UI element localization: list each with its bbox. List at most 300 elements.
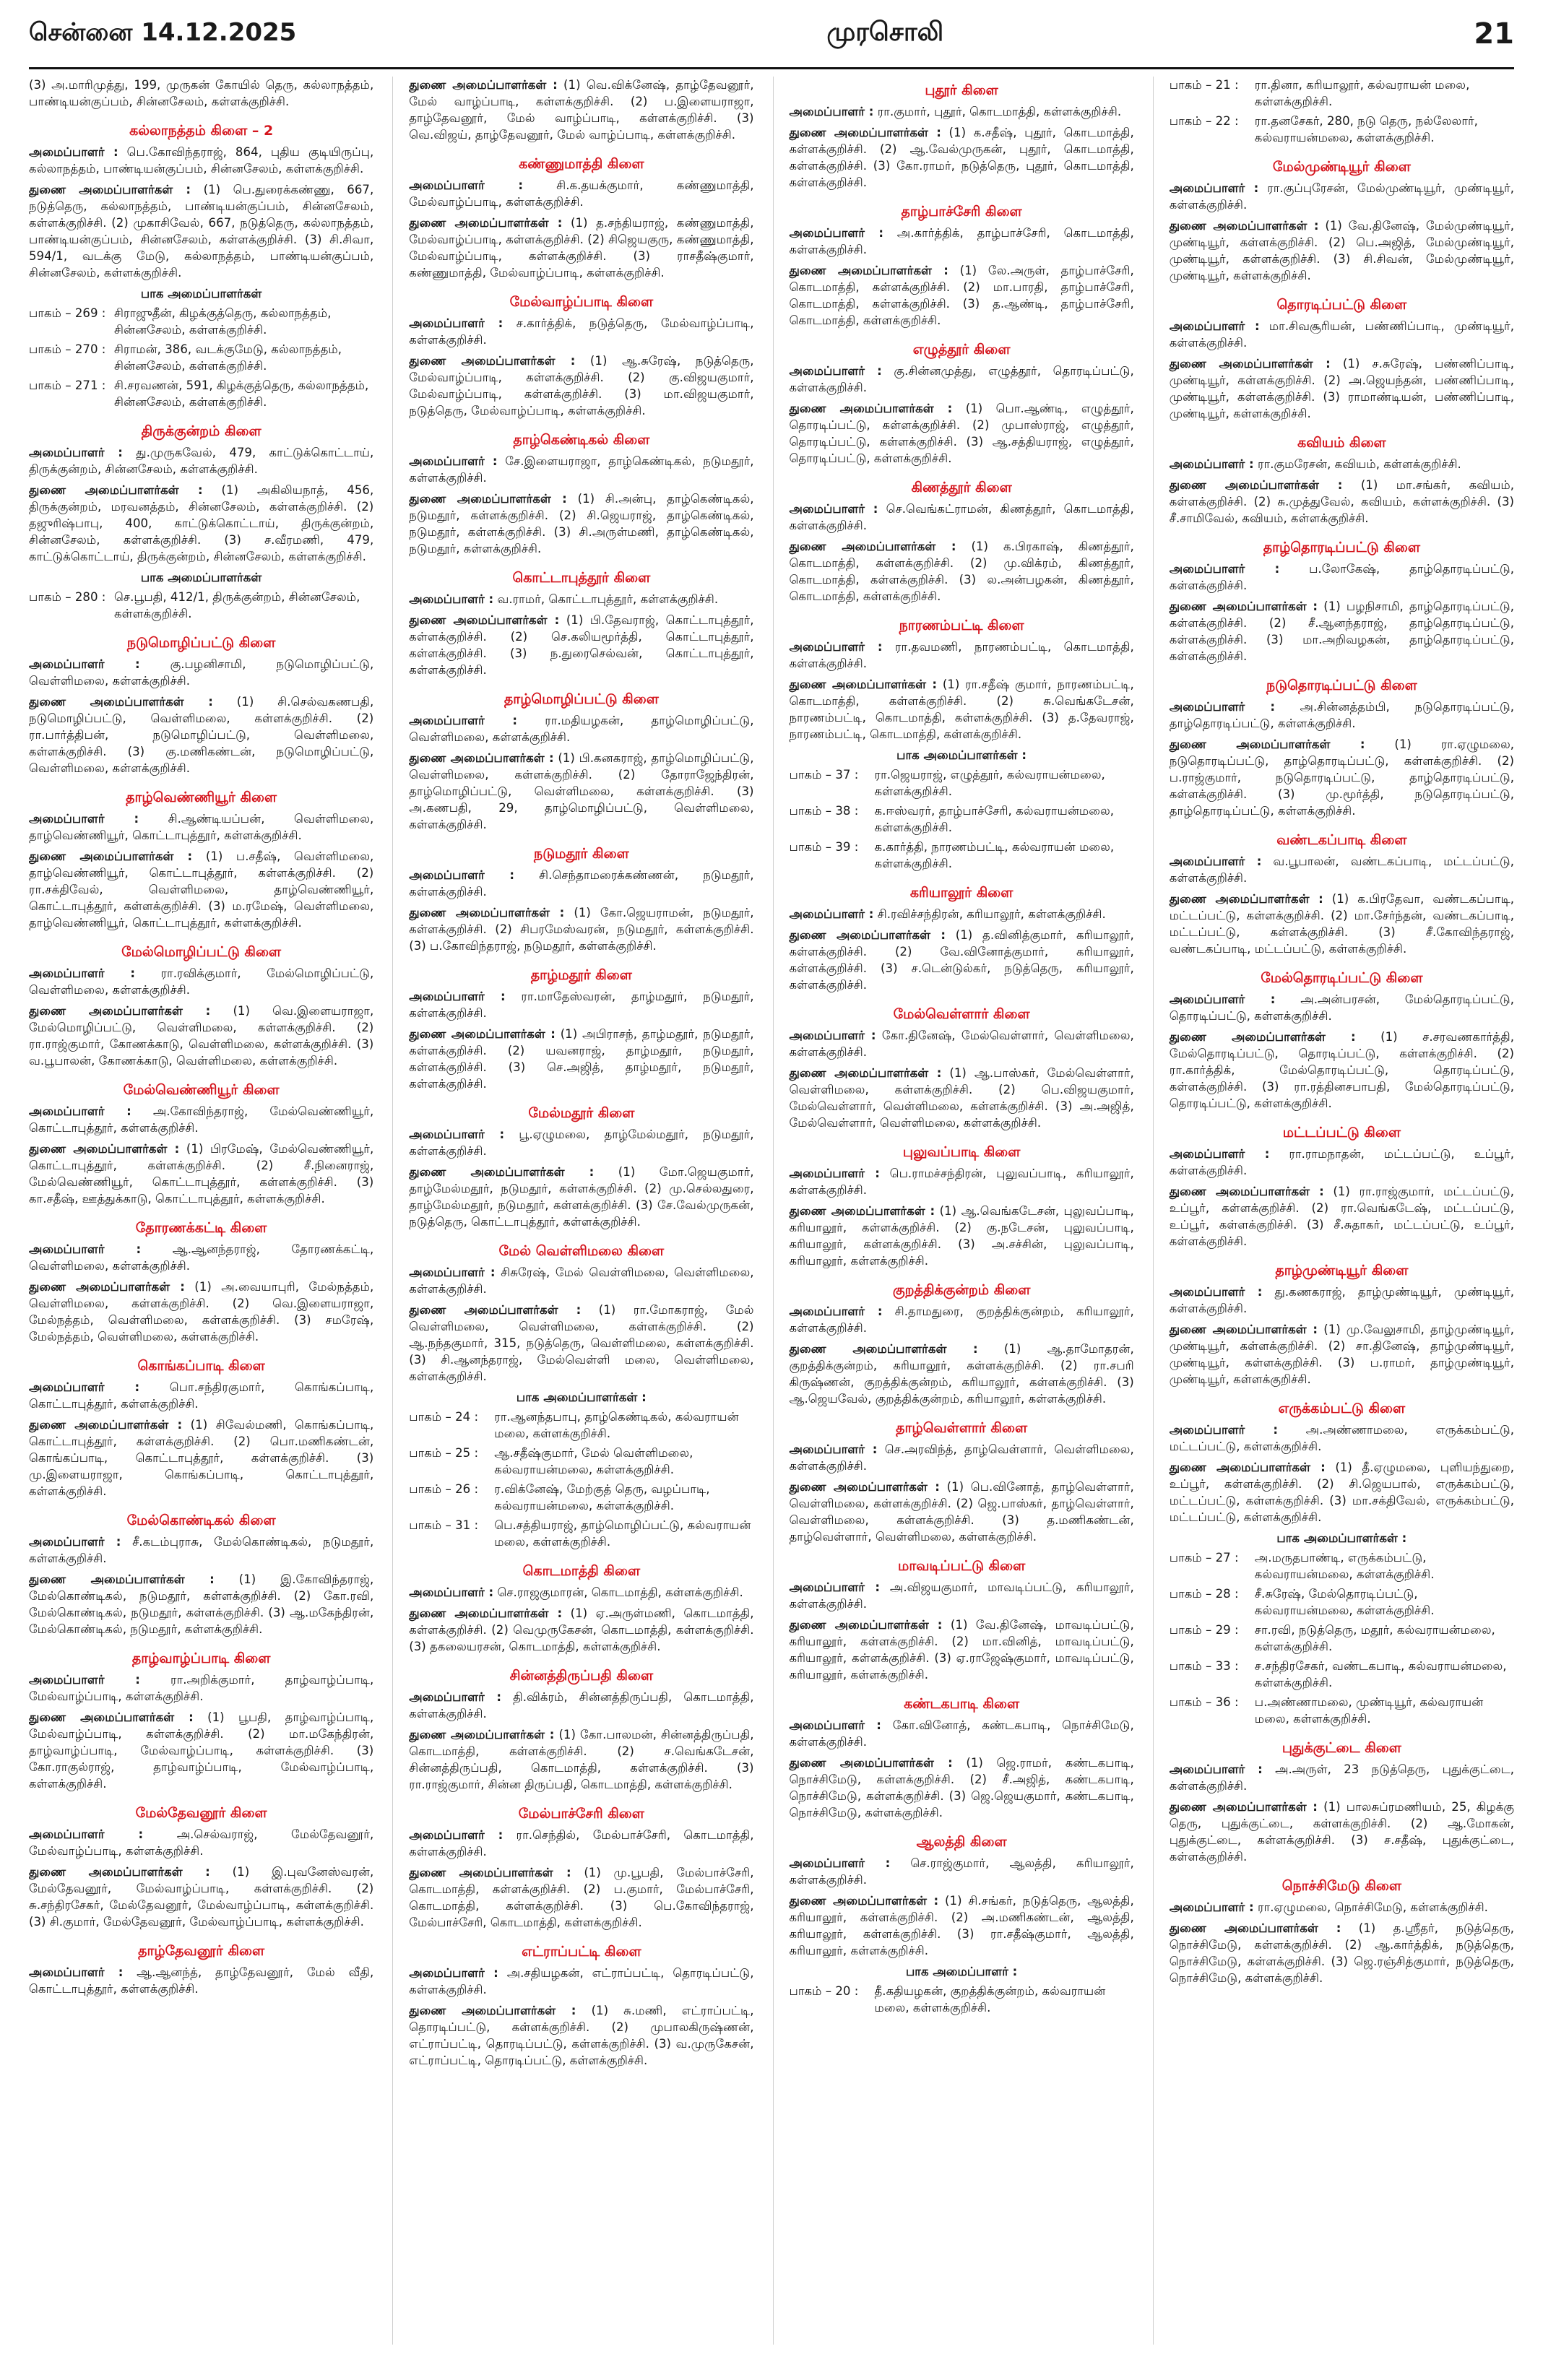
member-names: து.முருகவேல், 479, காட்டுக்கொட்டாய், திருக்குன்றம், சின்னசேலம், கள்ளக்குறிச்சி. [29,446,374,476]
branch-title: நாரணம்பட்டி கிளை [899,618,1024,633]
member-names: (1) த.ஸ்ரீதர், நடுத்தெரு, நொச்சிமேடு, கள்ளக்குறிச்சி. (2) ஆ.கார்த்திக், நடுத்தெரு, நொச்சிமேடு, கள்ளக்குறிச்சி. (3) ஜெ.ரஞ்சித்குமார், நடுத்தெரு, நொச்சிமேடு, கள்ளக்குறிச்சி. [1169,1921,1514,1985]
branch-section [29,120,373,410]
member-names: ரா.குமரேசன், கவியம், கள்ளக்குறிச்சி. [1257,457,1461,471]
branch-section [29,420,373,622]
member-names: அ.அன்பரசன், மேல்தொரடிப்பட்டு, தொரடிப்பட்டு, கள்ளக்குறிச்சி. [1169,992,1514,1023]
booth-organiser: சீ.சுரேஷ், மேல்தொரடிப்பட்டு, கல்வராயன்மலை, கள்ளக்குறிச்சி. [1254,1587,1435,1617]
role-label: துணை அமைப்பாளர்கள் : [1169,357,1331,371]
member-names: கு.சின்னமுத்து, எழுத்தூர், தொரடிப்பட்டு, கள்ளக்குறிச்சி. [789,364,1134,394]
branch-section [29,1510,373,1637]
member-entry [790,1065,1134,1131]
branch-title: மேல்முண்டியூர் கிளை [1272,159,1411,175]
member-entry [409,1584,753,1601]
member-entry [1170,1761,1514,1794]
member-entry [1170,1146,1514,1179]
booth-number: பாகம் – 38 : [789,804,859,818]
member-entry [409,215,753,281]
booth-number: பாகம் – 25 : [409,1446,479,1460]
role-label: அமைப்பாளர் : [409,1966,498,1980]
role-label: அமைப்பாளர் : [789,1029,876,1042]
role-label: துணை அமைப்பாளர்கள் : [789,402,953,415]
member-entry [29,656,373,689]
booth-organiser: தீ.கதியழகன், குறத்திக்குன்றம், கல்வராயன் மலை, கள்ளக்குறிச்சி. [874,1984,1106,2015]
role-label: துணை அமைப்பாளர்கள் : [29,1865,210,1879]
booth-organiser: ரா.ஜெயராஜ், எழுத்தூர், கல்வராயன்மலை, கள்ளக்குறிச்சி. [874,768,1105,798]
role-label: துணை அமைப்பாளர்கள் : [1169,600,1318,613]
member-entry [790,225,1134,258]
page-number: 21 [1474,17,1514,51]
member-entry [29,1241,373,1274]
member-names: மா.சிவசூரியன், பண்ணிப்பாடி, முண்டியூர், கள்ளக்குறிச்சி. [1169,319,1514,350]
booth-organiser: சிராமன், 386, வடக்குமேடு, கல்லாநத்தம், சின்னசேலம், கள்ளக்குறிச்சி. [114,342,342,373]
member-entry [409,1864,753,1931]
booth-number: பாகம் – 20 : [789,1984,859,1998]
member-names: பெ.கோவிந்தராஜ், 864, புதிய குடியிருப்பு, கல்லாநத்தம், பாண்டியன்குப்பம், சின்னசேலம், கள்ளக்குறிச்சி. [29,145,374,176]
member-names: சே.இளையராஜா, தாழ்கெண்டிகல், நடுமதூர், கள்ளக்குறிச்சி. [409,454,754,485]
booth-organiser: ச.சந்திரசேகர், வண்டகபாடி, கல்வராயன்மலை, கள்ளக்குறிச்சி. [1254,1659,1507,1689]
role-label: துணை அமைப்பாளர்கள் : [29,1710,194,1724]
role-label: துணை அமைப்பாளர்கள் : [1169,1185,1324,1198]
booth-row [29,377,373,410]
member-entry [1170,456,1514,472]
member-names: பூ.ஏழுமலை, தாழ்மேல்மதூர், நடுமதூர், கள்ளக்குறிச்சி. [409,1128,754,1158]
member-names: (1) ரா.ஏழுமலை, நடுதொரடிப்பட்டு, தாழ்தொரடிப்பட்டு, கள்ளக்குறிச்சி. (2) ப.ராஜ்குமார், நடுதொரடிப்பட்டு, தாழ்தொரடிப்பட்டு, கள்ளக்குறிச்சி. (3) மு.மூர்த்தி, நடுதொரடிப்பட்டு, தாழ்தொரடிப்பட்டு, கள்ளக்குறிச்சி. [1169,737,1514,818]
booth-row [1170,1658,1514,1691]
member-names: ரா.தவமணி, நாரணம்பட்டி, கொடமாத்தி, கள்ளக்குறிச்சி. [789,640,1134,670]
booth-row [29,589,373,622]
branch-section [29,1217,373,1345]
role-label: அமைப்பாளர் : [1169,319,1260,333]
branch-section [29,1355,373,1500]
branch-title: எழுத்தூர் கிளை [912,342,1011,358]
member-entry [409,1302,753,1385]
member-entry [790,1441,1134,1474]
branch-title: தாழ்மதூர் கிளை [530,967,632,983]
role-label: அமைப்பாளர் : [789,1442,878,1456]
member-names: (1) அ.வையாபுரி, மேல்நத்தம், வெள்ளிமலை, கள்ளக்குறிச்சி. (2) வெ.இளையராஜா, மேல்நத்தம், வெள்ளிமலை, கள்ளக்குறிச்சி. (3) சமரேஷ், மேல்நத்தம், வெள்ளிமலை, கள்ளக்குறிச்சி. [29,1280,374,1343]
role-label: துணை அமைப்பாளர்கள் : [1169,478,1343,492]
member-names: (1) பழநிசாமி, தாழ்தொரடிப்பட்டு, கள்ளக்குறிச்சி. (2) சீ.ஆனந்தராஜ், தாழ்தொரடிப்பட்டு, கள்ளக்குறிச்சி. (3) மா.அறிவழகன், தாழ்தொரடிப்பட்டு, கள்ளக்குறிச்சி. [1169,600,1514,663]
booth-heading: பாக அமைப்பாளர் : [905,1965,1018,1978]
branch-title: கொட்டாபுத்தூர் கிளை [512,570,651,586]
booth-organiser: ரா.தனசேகர், 280, நடு தெரு, நல்லேலார், கல்வராயன்மலை, கள்ளக்குறிச்சி. [1254,114,1478,144]
member-names: (1) வே.தினேஷ், மாவடிப்பட்டு, கரியாலூர், கள்ளக்குறிச்சி. (2) மா.வினித், மாவடிப்பட்டு, கரியாலூர், கள்ளக்குறிச்சி. (3) ஏ.ராஜேஷ்குமார், மாவடிப்பட்டு, கரியாலூர், கள்ளக்குறிச்சி. [789,1618,1134,1682]
member-entry [409,77,753,143]
member-names: (1) சி.சங்கர், நடுத்தெரு, ஆலத்தி, கரியாலூர், கள்ளக்குறிச்சி. (2) அ.மணிகண்டன், ஆலத்தி, கரியாலூர், கள்ளக்குறிச்சி. (3) ரா.சதீஷ்குமார், ஆலத்தி, கரியாலூர், கள்ளக்குறிச்சி. [789,1894,1134,1957]
member-names: (1) ப.சதீஷ், வெள்ளிமலை, தாழ்வெண்ணியூர், கொட்டாபுத்தூர், கள்ளக்குறிச்சி. (2) ரா.சக்திவேல், வெள்ளிமலை, தாழ்வெண்ணியூர், கொட்டாபுத்தூர், கள்ளக்குறிச்சி. (3) ம.ரமேஷ், வெள்ளிமலை, தாழ்வெண்ணியூர், கொட்டாபுத்தூர், கள்ளக்குறிச்சி. [29,849,374,930]
member-names: அ.கோவிந்தராஜ், மேல்வெண்ணியூர், கொட்டாபுத்தூர், கள்ளக்குறிச்சி. [29,1104,374,1135]
role-label: அமைப்பாளர் : [1169,1762,1263,1776]
member-names: ரா.ராமநாதன், மட்டப்பட்டு, உப்பூர், கள்ளக்குறிச்சி. [1169,1147,1514,1177]
booth-row [1170,113,1514,146]
member-names: (1) கோ.ஜெயராமன், நடுமதூர், கள்ளக்குறிச்சி. (2) சிபரமேஸ்வரன், நடுமதூர், கள்ளக்குறிச்சி. (3) ப.கோவிந்தராஜ், நடுமதூர், கள்ளக்குறிச்சி. [409,906,754,953]
branch-title: மேல்பாச்சேரி கிளை [518,1806,644,1822]
branch-title: மேல்மதூர் கிளை [528,1105,635,1121]
member-entry [790,1479,1134,1545]
branch-title: தாழ்பாச்சேரி கிளை [901,204,1022,220]
branch-section [1170,1398,1514,1727]
branch-title: மட்டப்பட்டு கிளை [1282,1125,1401,1141]
role-label: அமைப்பாளர் : [1169,1423,1279,1437]
member-entry [29,1671,373,1705]
role-label: துணை அமைப்பாளர்கள் : [409,1027,556,1041]
role-label: துணை அமைப்பாளர்கள் : [789,1342,978,1356]
member-names: ரா.அறிக்குமார், தாழ்வாழ்ப்பாடி, மேல்வாழ்ப்பாடி, கள்ளக்குறிச்சி. [29,1673,374,1703]
role-label: துணை அமைப்பாளர்கள் : [1169,1030,1356,1044]
member-entry [1170,180,1514,213]
member-names: சிசுரேஷ், மேல் வெள்ளிமலை, வெள்ளிமலை, கள்ளக்குறிச்சி. [409,1265,754,1296]
branch-section [790,882,1134,993]
column-1 [29,77,373,2345]
member-entry [409,1026,753,1092]
member-entry [1170,736,1514,819]
role-label: துணை அமைப்பாளர்கள் : [409,354,576,368]
member-names: (1) சி.அன்பு, தாழ்கெண்டிகல், நடுமதூர், கள்ளக்குறிச்சி. (2) சி.ஜெயராஜ், தாழ்கெண்டிகல், நடுமதூர், கள்ளக்குறிச்சி. (3) சி.அருள்மணி, தாழ்கெண்டிகல், நடுமதூர், கள்ளக்குறிச்சி. [409,492,754,555]
role-label: துணை அமைப்பாளர்கள் : [29,483,203,497]
role-label: துணை அமைப்பாளர்கள் : [29,1142,180,1156]
branch-section [1170,432,1514,527]
role-label: அமைப்பாளர் : [789,226,883,240]
member-entry [29,810,373,844]
branch-section [790,1693,1134,1821]
role-label: துணை அமைப்பாளர்கள் : [409,906,565,919]
member-entry [790,1617,1134,1683]
booth-row [1170,1585,1514,1619]
booth-heading: பாக அமைப்பாளர்கள் : [1276,1531,1407,1545]
member-entry [1170,598,1514,665]
member-entry [1170,318,1514,351]
member-entry [29,1278,373,1345]
booth-row [790,802,1134,836]
booth-row [29,341,373,374]
branch-title: தாழ்தொரடிப்பட்டு கிளை [1263,540,1421,555]
branch-section [1170,1737,1514,1865]
branch-section [29,632,373,776]
member-entry [29,965,373,998]
member-entry [409,712,753,745]
member-names: ஆ.ஆனந்தராஜ், தோரணக்கட்டி, வெள்ளிமலை, கள்ளக்குறிச்சி. [29,1242,374,1273]
role-label: அமைப்பாளர் : [29,1673,140,1687]
role-label: அமைப்பாளர் : [1169,700,1275,714]
member-entry [1170,991,1514,1024]
branch-section [1170,1875,1514,1986]
member-names: ப.லோகேஷ், தாழ்தொரடிப்பட்டு, கள்ளக்குறிச்சி. [1169,562,1514,592]
member-entry [790,1027,1134,1060]
role-label: அமைப்பாளர் : [409,1828,503,1842]
member-entry [409,612,753,678]
member-names: (1) கோ.பாலமன், சின்னத்திருப்பதி, கொடமாத்தி, கள்ளக்குறிச்சி. (2) ச.வெங்கடேசன், சின்னத்திருப்பதி, கொடமாத்தி, கள்ளக்குறிச்சி. (3) ரா.ராஜ்குமார், சின்ன திருப்பதி, கொடமாத்தி, கள்ளக்குறிச்சி. [409,1728,754,1791]
booth-heading: பாக அமைப்பாளர்கள் [140,287,262,300]
role-label: அமைப்பாளர் : [789,1718,881,1732]
booth-number: பாகம் – 29 : [1169,1623,1239,1637]
role-label: அமைப்பாளர் : [29,1965,124,1979]
role-label: அமைப்பாளர் : [29,966,136,980]
role-label: அமைப்பாளர் : [29,1535,121,1549]
branch-section [409,1803,753,1931]
role-label: அமைப்பாளர் : [29,812,139,826]
branch-title: நொச்சிமேடு கிளை [1281,1878,1402,1894]
member-entry [29,1103,373,1136]
booth-number: பாகம் – 26 : [409,1482,479,1496]
role-label: துணை அமைப்பாளர்கள் : [409,613,560,627]
role-label: அமைப்பாளர் : [29,1104,131,1118]
member-entry [1170,355,1514,422]
branch-title: மேல்வெள்ளார் கிளை [893,1006,1030,1022]
member-entry [409,1605,753,1655]
branch-title: மேல் வெள்ளிமலை கிளை [498,1243,665,1259]
member-entry [1170,561,1514,594]
branch-section [790,79,1134,191]
member-names: செ.ராஜகுமாரன், கொடமாத்தி, கள்ளக்குறிச்சி. [497,1585,743,1599]
branch-section [409,1941,753,2069]
booth-heading: பாக அமைப்பாளர்கள் [140,571,262,584]
member-names: வ.ராமர், கொட்டாபுத்தூர், கள்ளக்குறிச்சி. [497,592,719,606]
role-label: அமைப்பாளர் : [789,1304,883,1318]
role-label: அமைப்பாளர் : [789,640,883,654]
role-label: துணை அமைப்பாளர்கள் : [409,216,563,230]
branch-title: கொங்கப்பாடி கிளை [137,1358,265,1374]
member-names: சி.செந்தாமரைக்கண்ணன், நடுமதூர், கள்ளக்குறிச்சி. [409,868,754,899]
member-names: (1) பொ.ஆண்டி, எழுத்தூர், தொரடிப்பட்டு, கள்ளக்குறிச்சி. (2) முபாஸ்ராஜ், எழுத்தூர், தொரடிப்பட்டு, கள்ளக்குறிச்சி. (3) ஆ.சத்தியராஜ், எழுத்தூர், தொரடிப்பட்டு, கள்ளக்குறிச்சி. [789,402,1134,465]
member-names: சி.தாமதுரை, குறத்திக்குன்றம், கரியாலூர், கள்ளக்குறிச்சி. [789,1304,1134,1335]
member-names: (1) வே.தினேஷ், மேல்முண்டியூர், முண்டியூர், கள்ளக்குறிச்சி. (2) பெ.அஜித், மேல்முண்டியூர், முண்டியூர், கள்ளக்குறிச்சி. (3) சி.சிவன், மேல்முண்டியூர், முண்டியூர், கள்ளக்குறிச்சி. [1169,219,1514,282]
member-names: (3) அ.மாரிமுத்து, 199, முருகன் கோயில் தெரு, கல்லாநத்தம், பாண்டியன்குப்பம், சின்னசேலம், கள்ளக்குறிச்சி. [29,78,374,108]
member-names: (1) அகிலியநாத், 456, திருக்குன்றம், மரவனத்தம், சின்னசேலம், கள்ளக்குறிச்சி. (2) தஜுரிஷ்பாபு, 400, காட்டுக்கொட்டாய், திருக்குன்றம், சின்னசேலம், கள்ளக்குறிச்சி. (3) ச.வீரமணி, 479, காட்டுக்கொட்டாய், திருக்குன்றம், சின்னசேலம், கள்ளக்குறிச்சி. [29,483,374,563]
branch-title: தாழ்முண்டியூர் கிளை [1275,1263,1409,1278]
branch-section [409,567,753,678]
member-entry [790,1579,1134,1612]
member-entry [409,904,753,954]
member-names: (1) க.சதீஷ், புதூர், கொடமாத்தி, கள்ளக்குறிச்சி. (2) ஆ.வேல்முருகன், புதூர், கொடமாத்தி, கள்ளக்குறிச்சி. (3) கோ.ராமர், நடுத்தெரு, புதூர், கொடமாத்தி, கள்ளக்குறிச்சி. [789,126,1134,189]
branch-title: தாழ்வாழ்ப்பாடி கிளை [131,1650,271,1666]
booth-number: பாகம் – 31 : [409,1518,479,1532]
member-names: அ.அண்ணாமலை, எருக்கம்பட்டு, மட்டப்பட்டு, கள்ளக்குறிச்சி. [1169,1423,1514,1453]
member-entry [790,262,1134,329]
role-label: துணை அமைப்பாளர்கள் : [409,1606,563,1620]
member-entry [790,676,1134,743]
member-entry [29,1533,373,1567]
member-entry [1170,1029,1514,1112]
branch-title: எட்ராப்பட்டி கிளை [522,1944,641,1960]
booth-organiser: சி.சரவணன், 591, கிழக்குத்தெரு, கல்லாநத்தம், சின்னசேலம், கள்ளக்குறிச்சி. [114,378,369,409]
branch-title: மேல்கொண்டிகல் கிளை [126,1513,276,1528]
branch-title: கிணத்தூர் கிளை [911,480,1012,496]
role-label: துணை அமைப்பாளர்கள் : [1169,219,1319,233]
member-names: (1) சி.செல்வகணபதி, நடுமொழிப்பட்டு, வெள்ளிமலை, கள்ளக்குறிச்சி. (2) ரா.பார்த்திபன், நடுமொழிப்பட்டு, வெள்ளிமலை, கள்ளக்குறிச்சி. (3) கு.மணிகண்டன், நடுமொழிப்பட்டு, வெள்ளிமலை, கள்ளக்குறிச்சி. [29,695,374,775]
booth-organiser: ரா.தினா, கரியாலூர், கல்வராயன் மலை, கள்ளக்குறிச்சி. [1254,78,1470,108]
member-entry [409,988,753,1021]
role-label: துணை அமைப்பாளர்கள் : [789,1756,953,1770]
role-label: அமைப்பாளர் : [409,178,524,192]
branch-section [790,1417,1134,1545]
booth-organiser: சா.ரவி, நடுத்தெரு, மதூர், கல்வராயன்மலை, கள்ளக்குறிச்சி. [1254,1623,1495,1653]
role-label: அமைப்பாளர் : [409,868,515,882]
member-names: (1) பி.கனகராஜ், தாழ்மொழிப்பட்டு, வெள்ளிமலை, கள்ளக்குறிச்சி. (2) தோராஜேந்திரன், தாழ்மொழிப்பட்டு, வெள்ளிமலை, கள்ளக்குறிச்சி. (3) அ.கணபதி, 29, தாழ்மொழிப்பட்டு, வெள்ளிமலை, கள்ளக்குறிச்சி. [409,751,754,831]
role-label: அமைப்பாளர் : [1169,1900,1254,1914]
member-entry [29,1964,373,1997]
role-label: துணை அமைப்பாளர்கள் : [29,1572,215,1586]
role-label: துணை அமைப்பாளர்கள் : [1169,892,1323,906]
branch-section [29,1802,373,1930]
member-entry [790,363,1134,396]
member-entry [1170,477,1514,527]
member-entry [29,482,373,565]
member-names: சி.ரவிச்சந்திரன், கரியாலூர், கள்ளக்குறிச்சி. [877,907,1106,921]
booth-row [409,1445,753,1478]
member-entry [29,1826,373,1859]
member-entry [790,538,1134,605]
role-label: அமைப்பாளர் : [1169,854,1262,868]
role-label: அமைப்பாளர் : [29,1827,144,1841]
role-label: துணை அமைப்பாளர்கள் : [29,183,191,196]
member-entry [1170,1183,1514,1250]
booth-row [1170,1622,1514,1655]
branch-title: தொரடிப்பட்டு கிளை [1276,297,1407,313]
booth-row [790,839,1134,872]
member-names: ரா.குப்புரேசன், மேல்முண்டியூர், முண்டியூர், கள்ளக்குறிச்சி. [1169,181,1514,212]
member-entry [409,1264,753,1297]
member-names: (1) மு.வேலுசாமி, தாழ்முண்டியூர், முண்டியூர், கள்ளக்குறிச்சி. (2) சா.தினேஷ், தாழ்முண்டியூர், முண்டியூர், கள்ளக்குறிச்சி. (3) ப.ராமர், தாழ்முண்டியூர், முண்டியூர், கள்ளக்குறிச்சி. [1169,1323,1514,1386]
role-label: துணை அமைப்பாளர்கள் : [409,1866,571,1879]
member-entry [29,1864,373,1930]
branch-section [1170,77,1514,146]
role-label: துணை அமைப்பாளர்கள் : [409,1165,595,1179]
role-label: அமைப்பாளர் : [1169,992,1276,1006]
booth-number: பாகம் – 37 : [789,768,859,782]
role-label: துணை அமைப்பாளர்கள் : [29,1280,185,1294]
member-names: செ.ராஜ்குமார், ஆலத்தி, கரியாலூர், கள்ளக்குறிச்சி. [789,1856,1134,1887]
branch-title: கரியாலூர் கிளை [909,885,1013,901]
member-entry [29,1709,373,1792]
member-entry [409,490,753,557]
branch-section [409,429,753,557]
member-names: (1) ஜெ.ராமர், கண்டகபாடி, நொச்சிமேடு, கள்ளக்குறிச்சி. (2) சீ.அஜித், கண்டகபாடி, நொச்சிமேடு, கள்ளக்குறிச்சி. (3) ஜெ.ஜெயகுமார், கண்டகபாடி, நொச்சிமேடு, கள்ளக்குறிச்சி. [789,1756,1134,1819]
newspaper-title: முரசொலி [826,17,944,47]
member-names: (1) ரா.மோகராஜ், மேல் வெள்ளிமலை, வெள்ளிமலை, கள்ளக்குறிச்சி. (2) ஆ.நந்தகுமார், 315, நடுத்தெரு, வெள்ளிமலை, கள்ளக்குறிச்சி. (3) சி.ஆனந்தராஜ், மேல்வெள்ளி மலை, வெள்ளிமலை, கள்ளக்குறிச்சி. [409,1303,754,1383]
column-2 [392,77,753,2345]
role-label: துணை அமைப்பாளர்கள் : [29,695,213,709]
branch-title: மேல்தேவனூர் கிளை [135,1805,267,1821]
member-names: (1) க.பிரகாஷ், கிணத்தூர், கொடமாத்தி, கள்ளக்குறிச்சி. (2) மு.விக்ரம், கிணத்தூர், கொடமாத்தி, கள்ளக்குறிச்சி. (3) ல.அன்பழகன், கிணத்தூர், கொடமாத்தி, கள்ளக்குறிச்சி. [789,540,1134,603]
booth-heading: பாக அமைப்பாளர்கள் : [516,1390,647,1404]
member-names: (1) த.வினித்குமார், கரியாலூர், கள்ளக்குறிச்சி. (2) வே.வினோத்குமார், கரியாலூர், கள்ளக்குறிச்சி. (3) ச.டென்டுல்கர், நடுத்தெரு, கரியாலூர், கள்ளக்குறிச்சி. [789,928,1134,992]
member-entry [29,848,373,931]
role-label: துணை அமைப்பாளர்கள் : [29,1004,211,1018]
branch-section [29,77,373,110]
member-names: ரா.செந்தில், மேல்பாச்சேரி, கொடமாத்தி, கள்ளக்குறிச்சி. [409,1828,754,1858]
role-label: துணை அமைப்பாளர்கள் : [409,2004,576,2017]
role-label: அமைப்பாளர் : [29,145,118,159]
member-entry [790,906,1134,922]
role-label: துணை அமைப்பாளர்கள் : [789,264,948,277]
branch-section [790,1003,1134,1131]
branch-section [409,153,753,281]
role-label: அமைப்பாளர் : [789,1856,891,1870]
member-entry [29,1003,373,1069]
branch-title: கண்டகபாடி கிளை [904,1696,1020,1712]
member-names: ரா.குமார், புதூர், கொடமாத்தி, கள்ளக்குறிச்சி. [877,105,1122,118]
booth-row [790,766,1134,800]
booth-number: பாகம் – 270 : [29,342,106,356]
member-names: ரா.மதியழகன், தாழ்மொழிப்பட்டு, வெள்ளிமலை, கள்ளக்குறிச்சி. [409,714,754,744]
branch-title: கல்லாநத்தம் கிளை – 2 [129,123,274,139]
member-entry [1170,1799,1514,1865]
branch-title: மேல்வாழ்ப்பாடி கிளை [509,294,654,310]
member-entry [29,77,373,110]
booth-row [409,1481,753,1514]
booth-organiser: ர.விக்னேஷ், மேற்குத் தெரு, வழப்பாடி, கல்வராயன்மலை, கள்ளக்குறிச்சி. [494,1482,710,1513]
role-label: அமைப்பாளர் : [789,364,882,378]
branch-section [29,941,373,1069]
branch-section [790,615,1134,872]
member-names: (1) த.சந்தியராஜ், கண்ணுமாத்தி, மேல்வாழ்ப்பாடி, கள்ளக்குறிச்சி. (2) சிஜெயகுரு, கண்ணுமாத்தி, மேல்வாழ்ப்பாடி, கள்ளக்குறிச்சி. (3) ராசதீஷ்குமார், கண்ணுமாத்தி, மேல்வாழ்ப்பாடி, கள்ளக்குறிச்சி. [409,216,754,280]
branch-title: மேல்மொழிப்பட்டு கிளை [121,944,282,960]
role-label: துணை அமைப்பாளர்கள் : [789,1894,939,1908]
role-label: துணை அமைப்பாளர்கள் : [789,1480,940,1494]
branch-section [409,688,753,833]
role-label: துணை அமைப்பாளர்கள் : [789,928,946,942]
role-label: அமைப்பாளர் : [789,907,874,921]
role-label: துணை அமைப்பாளர்கள் : [789,540,956,553]
role-label: துணை அமைப்பாளர்கள் : [789,126,941,139]
member-entry [1170,1459,1514,1526]
branch-section [409,964,753,1092]
member-names: அ.சின்னத்தம்பி, நடுதொரடிப்பட்டு, தாழ்தொரடிப்பட்டு, கள்ளக்குறிச்சி. [1169,700,1514,730]
member-names: (1) சு.மணி, எட்ராப்பட்டி, தொரடிப்பட்டு, கள்ளக்குறிச்சி. (2) முபாலகிருஷ்ணன், எட்ராப்பட்டி, தொரடிப்பட்டு, கள்ளக்குறிச்சி. (3) வ.முருகேசன், எட்ராப்பட்டி, தொரடிப்பட்டு, கள்ளக்குறிச்சி. [409,2004,754,2067]
member-names: கோ.தினேஷ், மேல்வெள்ளார், வெள்ளிமலை, கள்ளக்குறிச்சி. [789,1029,1134,1059]
member-names: செ.அரவிந்த், தாழ்வெள்ளார், வெள்ளிமலை, கள்ளக்குறிச்சி. [789,1442,1134,1473]
booth-row [1170,1549,1514,1583]
member-names: (1) தீ.ஏழுமலை, புளியந்துறை, உப்பூர், கள்ளக்குறிச்சி. (2) சி.ஜெயபால், எருக்கம்பட்டு, மட்டப்பட்டு, கள்ளக்குறிச்சி. (3) மா.சக்திவேல், எருக்கம்பட்டு, மட்டப்பட்டு, கள்ளக்குறிச்சி. [1169,1461,1514,1524]
booth-row [409,1408,753,1442]
branch-section [1170,1260,1514,1388]
branch-section [1170,675,1514,819]
member-entry [409,1965,753,1998]
booth-number: பாகம் – 24 : [409,1410,479,1424]
role-label: அமைப்பாளர் : [29,1380,140,1394]
member-entry [790,501,1134,534]
member-entry [1170,1321,1514,1388]
member-entry [29,1379,373,1412]
role-label: அமைப்பாளர் : [789,105,874,118]
member-names: து.கணகராஜ், தாழ்முண்டியூர், முண்டியூர், கள்ளக்குறிச்சி. [1169,1285,1514,1315]
role-label: அமைப்பாளர் : [409,1128,505,1141]
member-names: (1) ஆ.வெங்கடேசன், புலுவப்பாடி, கரியாலூர், கள்ளக்குறிச்சி. (2) கு.நடேசன், புலுவப்பாடி, கரியாலூர், கள்ளக்குறிச்சி. (3) அ.சச்சின், புலுவப்பாடி, கரியாலூர், கள்ளக்குறிச்சி. [789,1204,1134,1268]
booth-number: பாகம் – 27 : [1169,1551,1239,1565]
role-label: அமைப்பாளர் : [1169,1285,1263,1299]
member-names: (1) பூபதி, தாழ்வாழ்ப்பாடி, மேல்வாழ்ப்பாடி, கள்ளக்குறிச்சி. (2) மா.மகேந்திரன், தாழ்வாழ்ப்பாடி, மேல்வாழ்ப்பாடி, கள்ளக்குறிச்சி. (3) கோ.ராகுல்ராஜ், தாழ்வாழ்ப்பாடி, மேல்வாழ்ப்பாடி, கள்ளக்குறிச்சி. [29,1710,374,1791]
member-entry [409,750,753,833]
member-names: (1) ஆ.சுரேஷ், நடுத்தெரு, மேல்வாழ்ப்பாடி, கள்ளக்குறிச்சி. (2) கு.விஜயகுமார், மேல்வாழ்ப்பாடி, கள்ளக்குறிச்சி. (3) மா.விஜயகுமார், நடுத்தெரு, மேல்வாழ்ப்பாடி, கள்ளக்குறிச்சி. [409,354,754,417]
member-names: (1) பெ.வினோத், தாழ்வெள்ளார், வெள்ளிமலை, கள்ளக்குறிச்சி. (2) ஜெ.பாஸ்கர், தாழ்வெள்ளார், வெள்ளிமலை, கள்ளக்குறிச்சி. (3) த.மணிகண்டன், தாழ்வெள்ளார், வெள்ளிமலை, கள்ளக்குறிச்சி. [789,1480,1134,1544]
branch-section [790,339,1134,467]
member-names: (1) ஆ.தாமோதரன், குறத்திக்குன்றம், கரியாலூர், கள்ளக்குறிச்சி. (2) ரா.சபரி கிருஷ்ணன், குறத்திக்குன்றம், கரியாலூர், கள்ளக்குறிச்சி. (3) ஆ.ஜெயவேல், குறத்திக்குன்றம், கரியாலூர், கள்ளக்குறிச்சி. [789,1342,1134,1406]
booth-organiser: ரா.ஆனந்தபாபு, தாழ்கெண்டிகல், கல்வராயன் மலை, கள்ளக்குறிச்சி. [494,1410,739,1440]
member-names: ச.கார்த்திக், நடுத்தெரு, மேல்வாழ்ப்பாடி, கள்ளக்குறிச்சி. [409,316,754,347]
member-names: (1) பி.தேவராஜ், கொட்டாபுத்தூர், கள்ளக்குறிச்சி. (2) செ.கலியமூர்த்தி, கொட்டாபுத்தூர், கள்ளக்குறிச்சி. (3) ந.துரைசெல்வன், கொட்டாபுத்தூர், கள்ளக்குறிச்சி. [409,613,754,677]
branch-section [790,1141,1134,1269]
member-entry [1170,891,1514,957]
role-label: துணை அமைப்பாளர்கள் : [409,78,558,92]
branch-section [409,1102,753,1230]
member-names: கு.பழனிசாமி, நடுமொழிப்பட்டு, வெள்ளிமலை, கள்ளக்குறிச்சி. [29,657,374,688]
branch-section [29,1940,373,1997]
booth-organiser: ஆ.சதீஷ்குமார், மேல் வெள்ளிமலை, கல்வராயன்மலை, கள்ளக்குறிச்சி. [494,1446,693,1476]
branch-title: நடுமொழிப்பட்டு கிளை [126,635,276,651]
role-label: அமைப்பாளர் : [409,454,498,468]
role-label: அமைப்பாளர் : [409,714,518,727]
member-names: (1) வெ.விக்னேஷ், தாழ்தேவனூர், மேல் வாழ்ப்பாடி, கள்ளக்குறிச்சி. (2) ப.இளையராஜா, தாழ்தேவனூர், மேல் வாழ்ப்பாடி, கள்ளக்குறிச்சி. (3) வெ.விஜய், தாழ்தேவனூர், மேல் வாழ்ப்பாடி, கள்ளக்குறிச்சி. [409,78,754,142]
